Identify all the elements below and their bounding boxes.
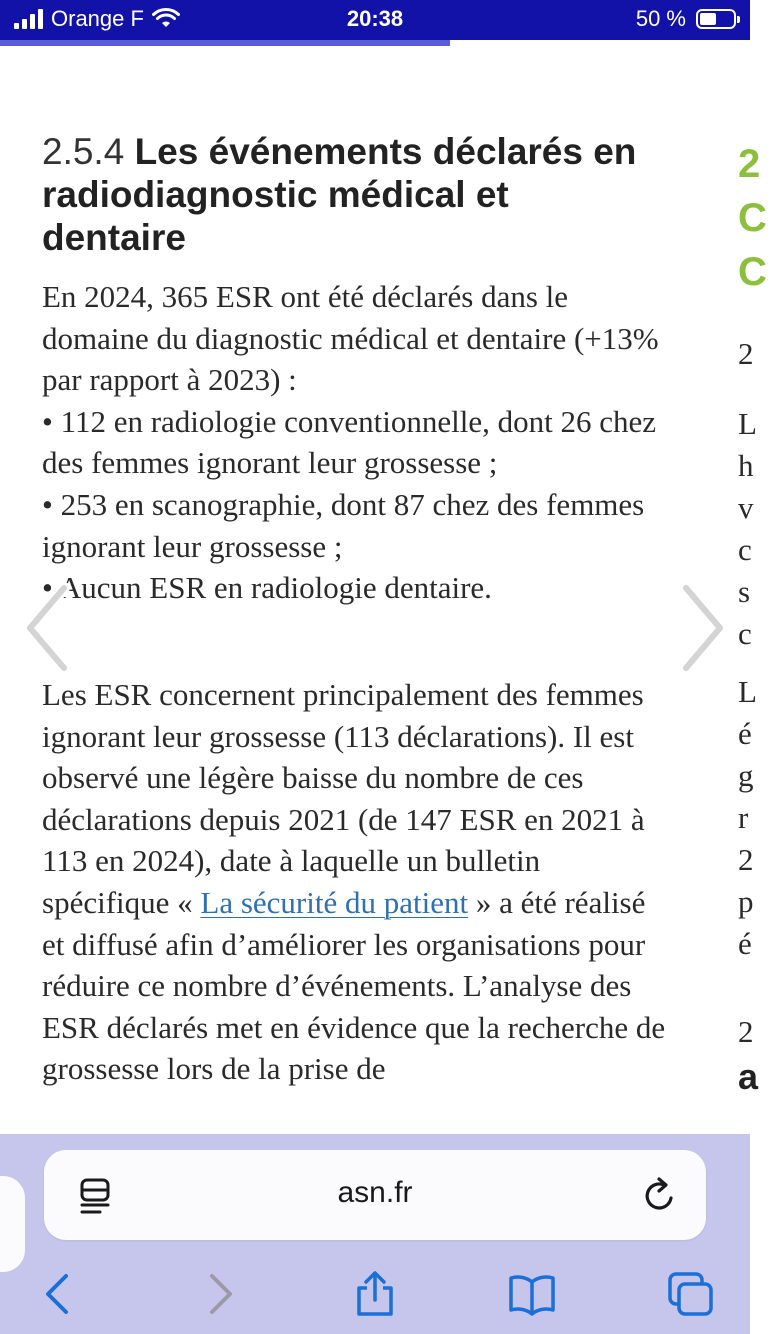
battery-cap: [737, 16, 740, 23]
peek-text-char: v: [738, 490, 754, 525]
peek-text-char: p: [738, 884, 754, 919]
peek-text-char: c: [738, 616, 752, 651]
address-bar[interactable]: [44, 1150, 706, 1240]
link-securite-du-patient[interactable]: La sécurité du patient: [200, 884, 469, 920]
browser-toolbar: [0, 1134, 750, 1334]
status-bar: [0, 0, 750, 40]
share-icon[interactable]: [351, 1270, 399, 1318]
peek-text-char: L: [738, 406, 757, 441]
peek-text-char: 2: [738, 842, 754, 877]
paragraph-esr-counts: [42, 276, 668, 609]
previous-tab-preview[interactable]: [0, 1176, 25, 1272]
status-right: [636, 6, 736, 32]
list-item: • 253 en scanographie, dont 87 chez des femmes ignorant leur grossesse ;: [42, 486, 645, 564]
paragraph-intro: En 2024, 365 ESR ont été déclarés dans le domaine du diagnostic médical et dentaire (+13% par rapport à 2023) :: [42, 279, 659, 398]
back-button[interactable]: [34, 1270, 82, 1318]
list-item: • 112 en radiologie conventionnelle, dont 26 chez des femmes ignorant leur grossesse ;: [42, 403, 657, 481]
battery-fill: [700, 13, 716, 25]
forward-arrow-icon[interactable]: [196, 1270, 244, 1318]
reload-icon[interactable]: [642, 1176, 678, 1214]
forward-button[interactable]: [196, 1270, 244, 1318]
peek-text-char: g: [738, 758, 754, 793]
back-arrow-icon[interactable]: [34, 1270, 82, 1318]
peek-text-char: r: [738, 800, 749, 835]
list-item: • Aucun ESR en radiologie dentaire.: [42, 570, 492, 606]
bookmarks-button[interactable]: [508, 1270, 556, 1318]
peek-text-char: s: [738, 574, 751, 609]
next-column-peek: [738, 46, 778, 1134]
peek-heading-char: a: [738, 1056, 759, 1097]
paragraph-text-after-link: » a été réalisé et diffusé afin d’améliorer les organisations pour réduire ce nombre d’événements. L’analyse des ESR déclarés met en évidence que la recherche de grossesse lors de la prise de: [42, 884, 666, 1087]
peek-heading-char: 2: [738, 142, 761, 186]
tabs-button[interactable]: [666, 1270, 714, 1318]
peek-heading-char: C: [738, 196, 767, 240]
battery-icon: [696, 9, 736, 29]
peek-text-char: é: [738, 716, 752, 751]
status-time: 20:38: [346, 6, 404, 31]
peek-text-char: L: [738, 674, 757, 709]
section-heading: [42, 130, 662, 259]
previous-page-arrow-icon[interactable]: [20, 578, 76, 678]
peek-heading-char: C: [738, 250, 767, 294]
peek-text-char: h: [738, 448, 754, 483]
paragraph-text-before-link: Les ESR concernent principalement des femmes ignorant leur grossesse (113 déclarations). Il est observé une légère baisse du nombre de ces déclarations depuis 2021 (de 147 ESR en 2021 à 113 en 2024), date à laquelle un bulletin spécifique «: [42, 677, 645, 920]
bookmarks-icon[interactable]: [508, 1270, 556, 1318]
peek-text-char: c: [738, 532, 752, 567]
carrier-name: Orange F: [51, 6, 144, 31]
battery-percent: 50 %: [635, 6, 686, 31]
section-title: Les événements déclarés en radiodiagnostic médical et dentaire: [42, 131, 637, 258]
url-text[interactable]: asn.fr: [337, 1176, 413, 1209]
paragraph-pregnancy: [42, 674, 668, 1090]
web-page: [0, 46, 767, 1134]
next-page-arrow-icon[interactable]: [674, 578, 730, 678]
section-number: 2.5.4: [42, 131, 125, 172]
tabs-icon[interactable]: [666, 1270, 714, 1318]
share-button[interactable]: [351, 1270, 399, 1318]
peek-text-char: é: [738, 926, 752, 961]
peek-text-char: 2: [738, 1014, 754, 1049]
peek-text-char: 2: [738, 336, 754, 371]
